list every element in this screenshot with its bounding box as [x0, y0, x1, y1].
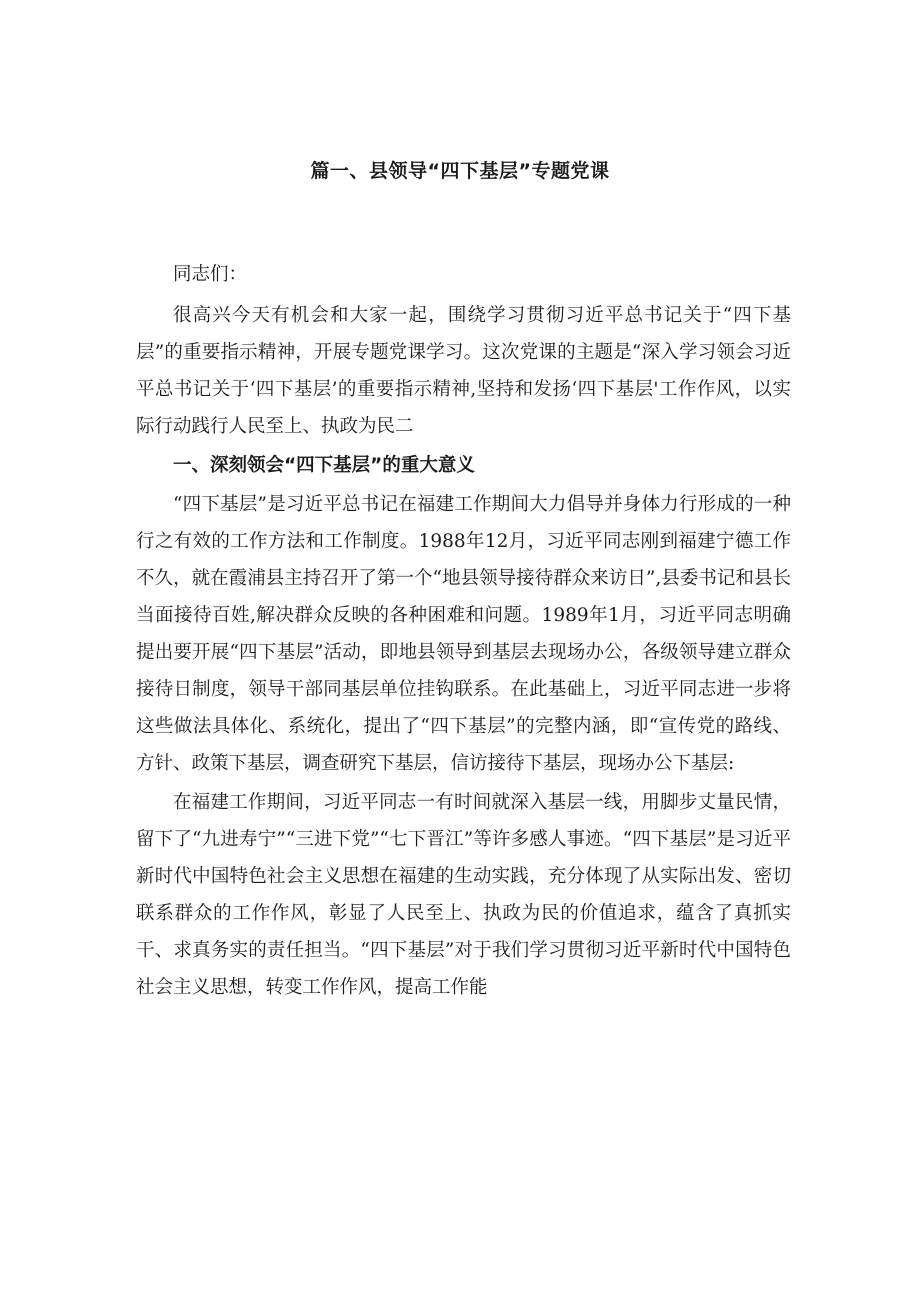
document-body: [136, 256, 791, 1006]
salutation: 同志们：: [173, 264, 248, 285]
section-heading-1: 一、深刻领会“四下基层”的重大意义: [173, 455, 475, 476]
significance-paragraph-1: “四下基层”是习近平总书记在福建工作期间大力倡导并身体力行形成的一种行之有效的工作方法和工作制度。1988年12月，习近平同志刚到福建宁德工作不久，就在霞浦县主持召开了第一个“地县领导接待群众来访日”,县委书记和县长当面接待百姓,解决群众反映的各种困难和问题。1989年1月，习近平同志明确提出要开展“四下基层”活动，即地县领导到基层去现场办公，各级领导建立群众接待日制度，领导干部同基层单位挂钩联系。在此基础上，习近平同志进一步将这些做法具体化、系统化，提出了“四下基层”的完整内涵，即“宣传党的路线、方针、政策下基层，调查研究下基层，信访接待下基层，现场办公下基层:: [136, 494, 791, 774]
significance-paragraph-2: 在福建工作期间，习近平同志一有时间就深入基层一线，用脚步丈量民情，留下了“九进寿宁”“三进下党”“七下晋江”等许多感人事迹。“四下基层”是习近平新时代中国特色社会主义思想在福建的生动实践，充分体现了从实际出发、密切联系群众的工作作风，彰显了人民至上、执政为民的价值追求，蕴含了真抓实干、求真务实的责任担当。“四下基层”对于我们学习贯彻习近平新时代中国特色社会主义思想，转变工作作风，提高工作能: [136, 792, 791, 998]
document-title: 篇一、县领导“四下基层”专题党课: [310, 160, 610, 182]
intro-paragraph: 很高兴今天有机会和大家一起，围绕学习贯彻习近平总书记关于“四下基层”的重要指示精神，开展专题党课学习。这次党课的主题是“深入学习领会习近平总书记关于‘四下基层’的重要指示精神,坚持和发扬‘四下基层'工作作风，以实际行动践行人民至上、执政为民二: [136, 305, 791, 437]
